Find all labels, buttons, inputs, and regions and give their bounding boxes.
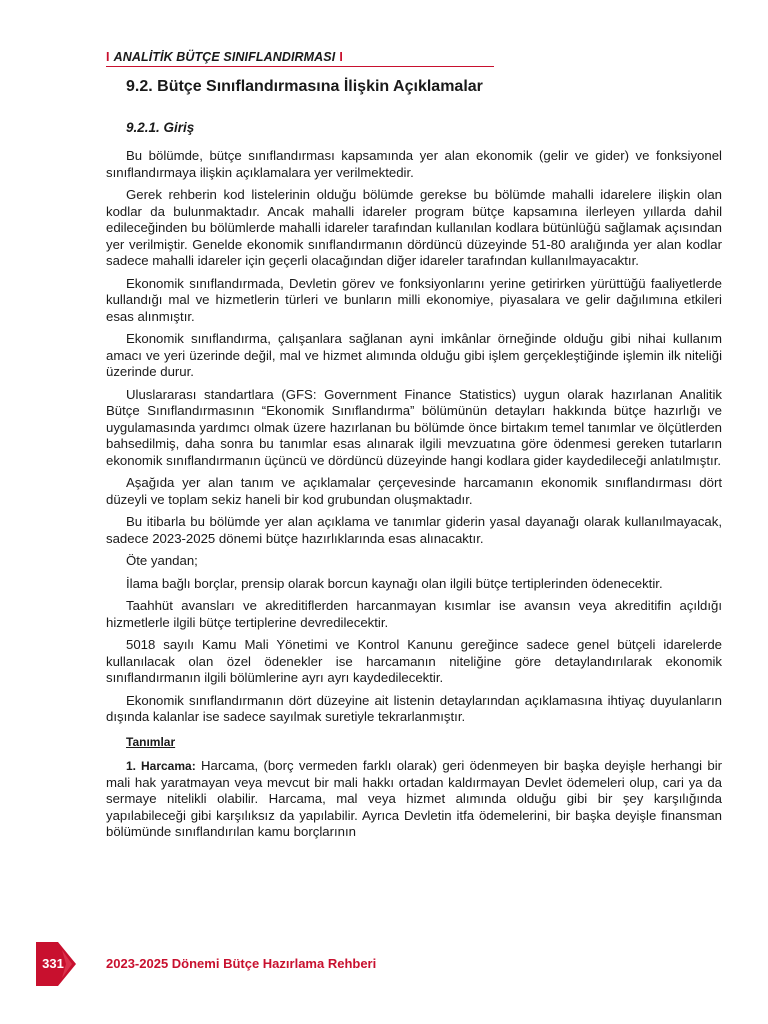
footer-title: 2023-2025 Dönemi Bütçe Hazırlama Rehberi: [106, 956, 377, 971]
section-title: 9.2. Bütçe Sınıflandırmasına İlişkin Açıklamalar: [126, 78, 483, 95]
body-text: [106, 148, 722, 847]
header-bar-right: I: [339, 50, 343, 64]
paragraph: Aşağıda yer alan tanım ve açıklamalar çerçevesinde harcamanın ekonomik sınıflandırması dört düzeyli ve toplam sekiz haneli bir kod grubundan oluşmaktadır.: [106, 475, 722, 507]
header-bar-left: I: [106, 50, 110, 64]
definition-text: Harcama, (borç vermeden farklı olarak) geri ödenmeyen bir başka deyişle herhangi bir mali hak yaratmayan veya mevcut bir mali hakkı ortadan kaldırmayan Devlet ödemeleri olup, cari ya da sermaye nitelikli olabilir. Harcama, mal veya hizmet alımında olduğu gibi bir şey karşılığında yapılabileceği gibi karşılıksız da yapılabilir. Ayrıca Devletin itfa ödemelerini, bir başka deyişle finansman bölümünde sınıflandırılan kamu borçlarının: [106, 758, 723, 839]
paragraph: Bu bölümde, bütçe sınıflandırması kapsamında yer alan ekonomik (gelir ve gider) ve fonksiyonel sınıflandırmaya ilişkin açıklamalara yer verilmektedir.: [106, 148, 722, 180]
running-title: ANALİTİK BÜTÇE SINIFLANDIRMASI: [113, 50, 336, 64]
paragraph: Gerek rehberin kod listelerinin olduğu bölümde gerekse bu bölümde mahalli idarelere ilişkin olan kodlar da bulunmaktadır. Ancak mahalli idareler program bütçe kapsamına ilerleyen yıllarda dahil edileceğinden bu bölümlerde mahalli idareler tarafından kullanılan kodlara bütünlüğü sağlamak açısından yer verilmiştir. Genelde ekonomik sınıflandırmanın dördüncü düzeyinde 51-80 aralığında yer alan kodlar sadece mahalli idareler için geçerli olacağından diğer idareler tarafından kullanılmayacaktır.: [106, 187, 722, 268]
paragraph: Uluslararası standartlara (GFS: Government Finance Statistics) uygun olarak hazırlanan Analitik Bütçe Sınıflandırmasının “Ekonomik Sınıflandırma” bölümünün detayları hakkında bütçe hazırlığı ve uygulamasında yardımcı olmak üzere hazırlanan bu bölümde önce birtakım temel tanımlar ve ölçütlerden bahsedilmiş, daha sonra bu tanımlar esas alınarak ilgili mevzuatına göre ödenmesi gereken tutarların ekonomik sınıflandırmanın üçüncü ve dördüncü düzeyinde hangi kodlara gider kaydedileceği anlatılmıştır.: [106, 386, 722, 468]
paragraph: Ekonomik sınıflandırma, çalışanlara sağlanan ayni imkânlar örneğinde olduğu gibi nihai kullanım amacı ve yeri üzerinde değil, mal ve hizmet alımında olduğu gibi işlem gerçekleştiğinde işlemin ilk niteliği üzerinde durur.: [106, 331, 722, 379]
paragraph: İlama bağlı borçlar, prensip olarak borcun kaynağı olan ilgili bütçe tertiplerinden ödenecektir.: [126, 575, 663, 591]
paragraph: Öte yandan;: [126, 553, 198, 568]
paragraph: Ekonomik sınıflandırmada, Devletin görev ve fonksiyonlarını yerine getirirken yürüttüğü faaliyetlerde kullandığı mal ve hizmetlerin türleri ve bunların milli ekonomiye, piyasalara ve gelir dağılımına etkileri esas alınmıştır.: [106, 275, 722, 324]
paragraph: 5018 sayılı Kamu Mali Yönetimi ve Kontrol Kanunu gereğince sadece genel bütçeli idarelerde kullanılacak olan özel ödenekler ise harcamanın niteliğine göre detaylandırılarak ekonomik sınıflandırmanın ilgili bölümlerine ayrı ayrı kaydedilecektir.: [106, 637, 722, 685]
page-number: 331: [42, 956, 64, 971]
paragraph: Bu itibarla bu bölümde yer alan açıklama ve tanımlar giderin yasal dayanağı olarak kullanılmayacak, sadece 2023-2025 dönemi bütçe hazırlıklarında esas alınacaktır.: [106, 514, 722, 546]
paragraph: Taahhüt avansları ve akreditiflerden harcanmayan kısımlar ise avansın veya akreditifin açıldığı hizmetlerle ilgili bütçe tertiplerine devredilecektir.: [106, 598, 722, 630]
subsection-title: 9.2.1. Giriş: [126, 120, 195, 135]
definitions-heading: Tanımlar: [126, 734, 176, 749]
running-header: [106, 50, 494, 67]
paragraph: Ekonomik sınıflandırmanın dört düzeyine ait listenin detaylarından açıklamasına ihtiyaç duyulanların dışında kalanlar ise sadece sayılmak suretiyle tekrarlanmıştır.: [106, 692, 722, 724]
definition-paragraph: [106, 758, 722, 841]
definition-term: 1. Harcama:: [126, 759, 196, 773]
